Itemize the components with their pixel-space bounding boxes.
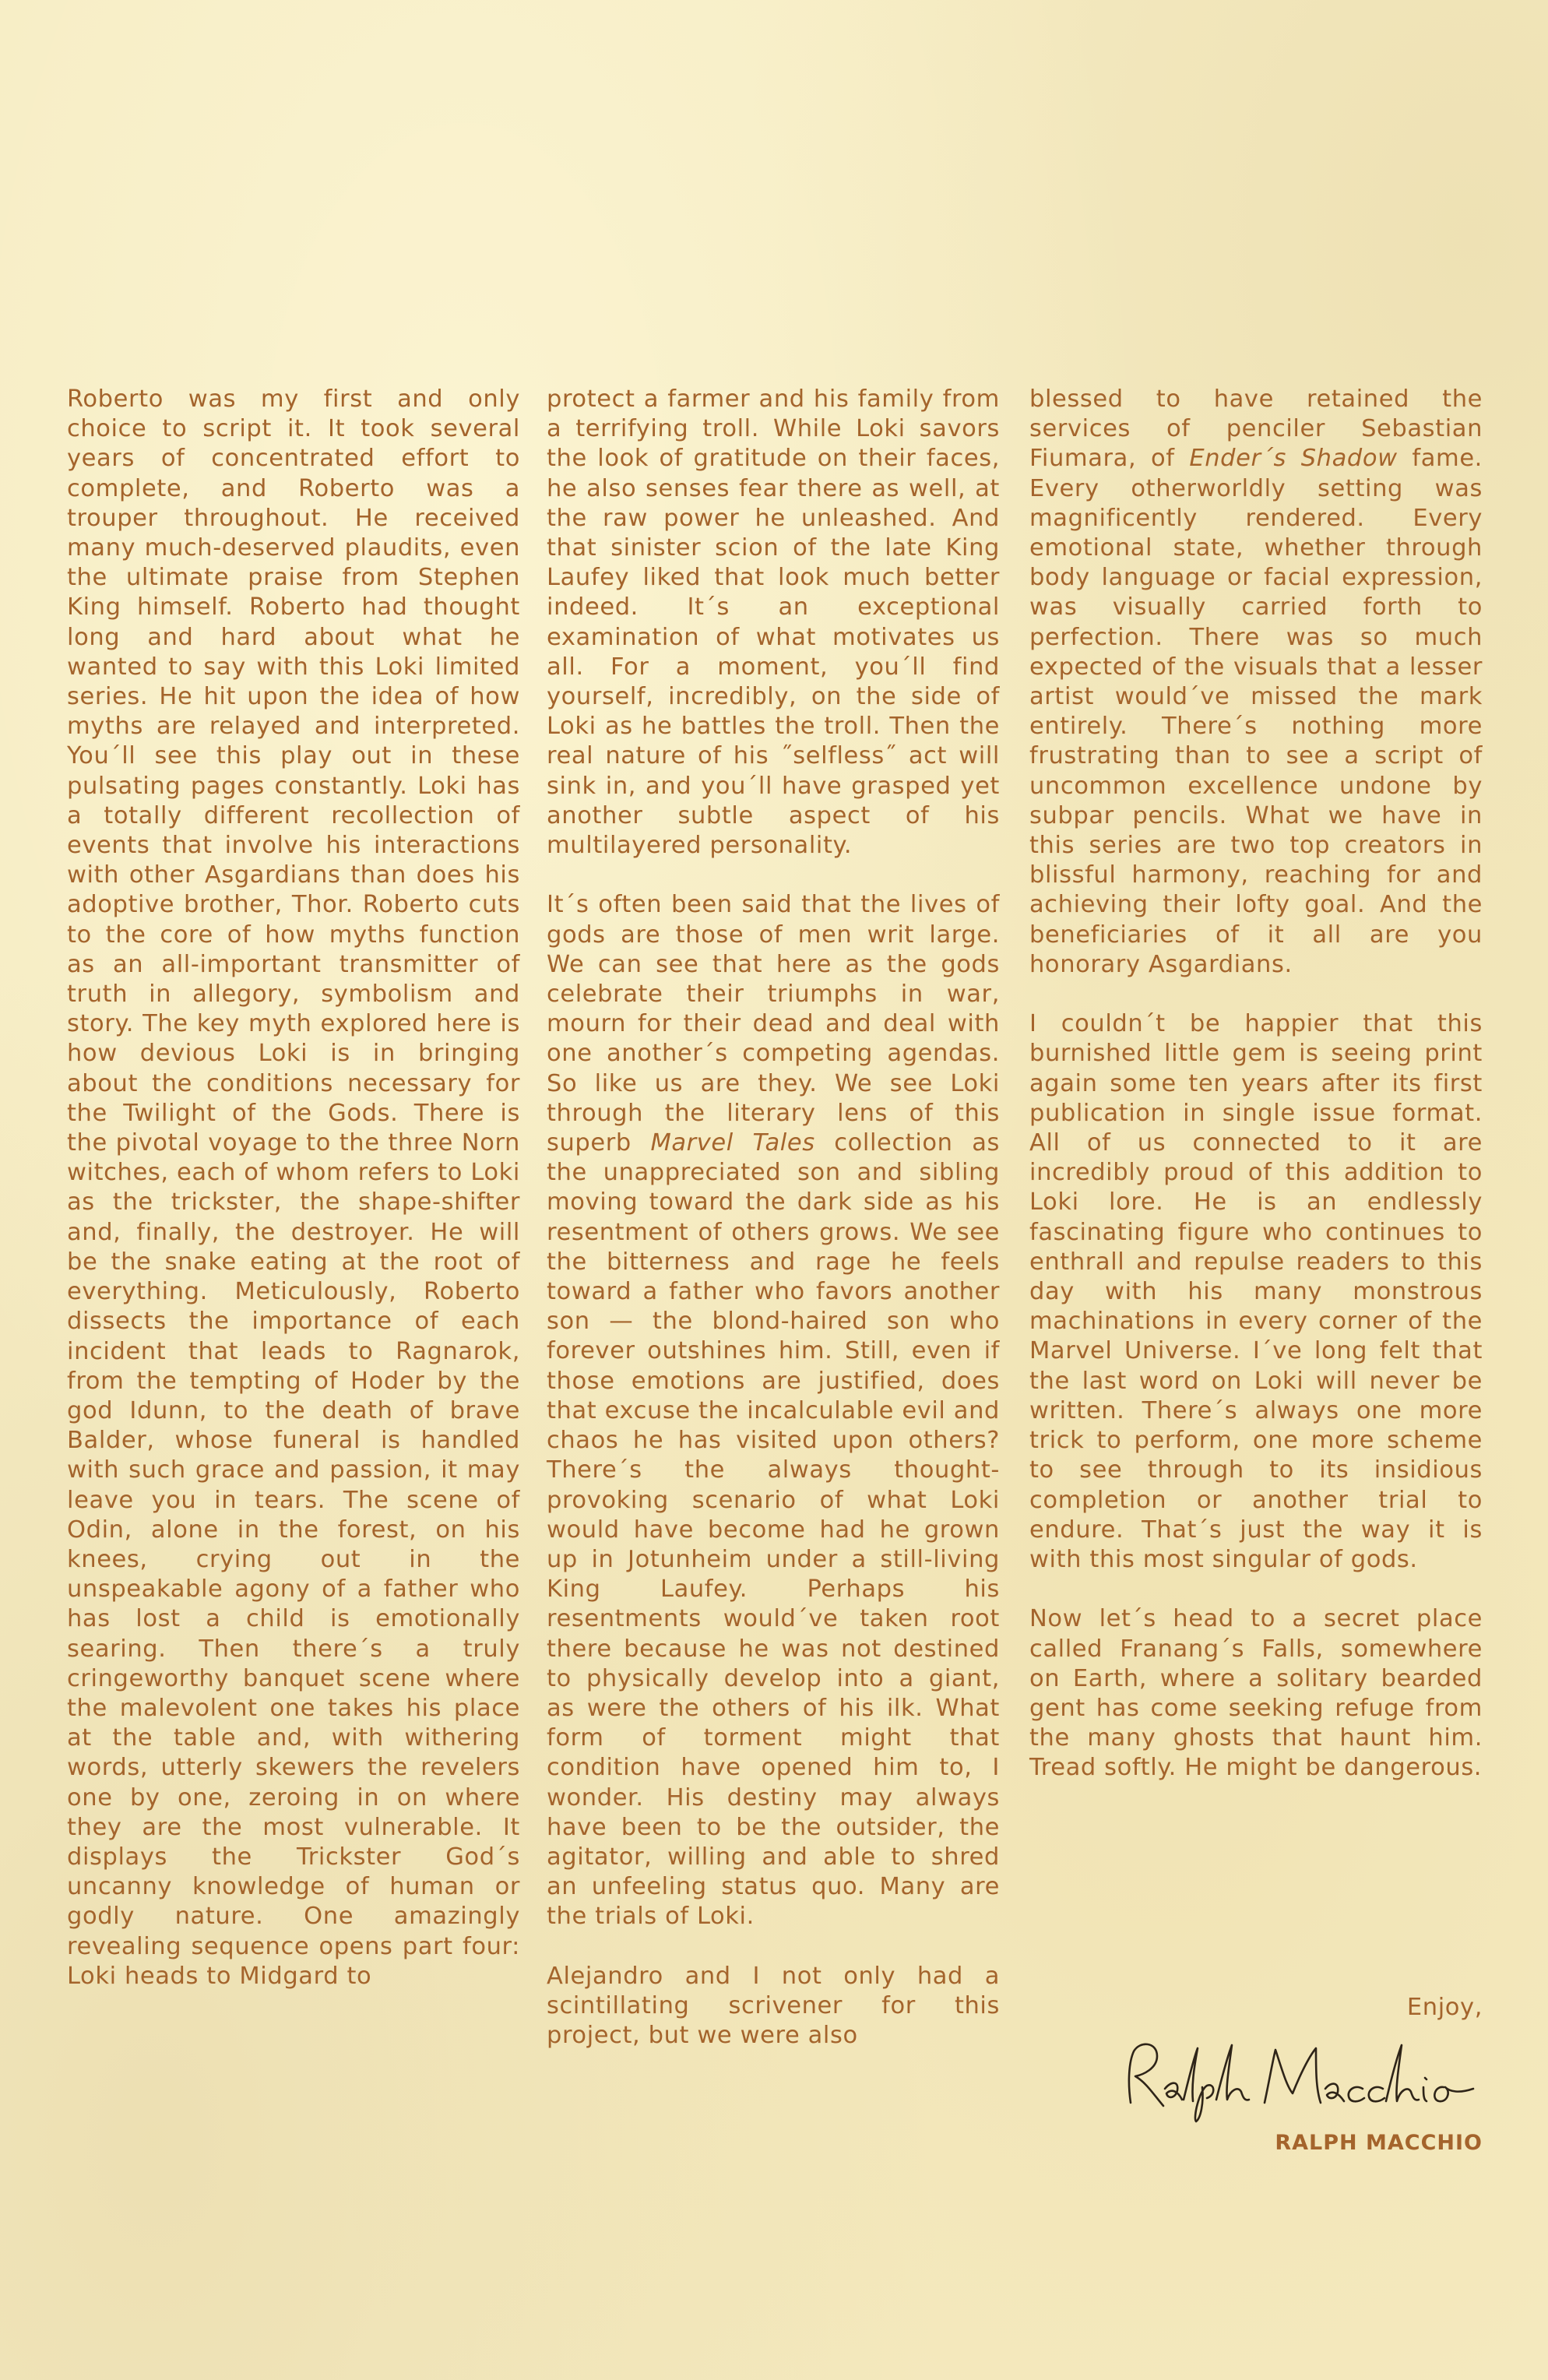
signer-name: RALPH MACCHIO: [1275, 2131, 1483, 2155]
paragraph-text: fame. Every otherworldly setting was magnificently rendered. Every emotional state, whether through body language or facial expression, was visually carried forth to perfection. There was so much expected of the visuals that a lesser artist would´ve missed the mark entirely. There´s nothing more frustrating than to see a script of uncommon excellence undone by subpar pencils. What we have in this series are two top creators in blissful harmony, reaching for and achieving their lofty goal. And the beneficiaries of it all are you honorary Asgardians.: [1029, 445, 1483, 978]
text-column-3: [1029, 385, 1483, 1783]
text-column-2: [547, 385, 1000, 2051]
column-2-paragraph-3: Alejandro and I not only had a scintillating scrivener for this project, but we were also: [547, 1962, 1000, 2050]
book-title-enders-shadow: Ender´s Shadow: [1189, 445, 1398, 473]
column-3-paragraph-1: [1029, 385, 1483, 980]
column-2-paragraph-2: [547, 890, 1000, 1931]
column-3-paragraph-2: I couldn´t be happier that this burnished little gem is seeing print again some ten years after its first publication in single issue format. All of us connected to it are incredibly proud of this addition to Loki lore. He is an endlessly fascinating figure who continues to enthrall and repulse readers to this day with his many monstrous machinations in every corner of the Marvel Universe. I´ve long felt that the last word on Loki will never be written. There´s always one more trick to perform, one more scheme to see through to its insidious completion or another trial to endure. That´s just the way it is with this most singular of gods.: [1029, 1010, 1483, 1573]
handwritten-signature: [1117, 2034, 1483, 2128]
sign-off: [1029, 1994, 1483, 2155]
closing-text: Enjoy,: [1406, 1994, 1483, 2021]
book-title-marvel-tales: Marvel Tales: [650, 1129, 815, 1157]
column-3-paragraph-3: Now let´s head to a secret place called Franang´s Falls, somewhere on Earth, where a solitary bearded gent has come seeking refuge from the many ghosts that haunt him. Tread softly. He might be dangerous.: [1029, 1605, 1483, 1782]
paragraph-text: It´s often been said that the lives of gods are those of men writ large. We can see that here as the gods celebrate their triumphs in war, mourn for their dead and deal with one another´s competing agendas. So like us are they. We see Loki through the literary lens of this superb: [547, 891, 1000, 1157]
text-column-1: [67, 385, 520, 1991]
column-2-paragraph-1: protect a farmer and his family from a terrifying troll. While Loki savors the look of gratitude on their faces, he also senses fear there as well, at the raw power he unleashed. And that sinister scion of the late King Laufey liked that look much better indeed. It´s an exceptional examination of what motivates us all. For a moment, you´ll find yourself, incredibly, on the side of Loki as he battles the troll. Then the real nature of his ˝selfless˝ act will sink in, and you´ll have grasped yet another subtle aspect of his multilayered personality.: [547, 386, 1000, 860]
column-1-paragraph-1: Roberto was my first and only choice to script it. It took several years of concentrated effort to complete, and Roberto was a trouper throughout. He received many much-deserved plaudits, even the ultimate praise from Stephen King himself. Roberto had thought long and hard about what he wanted to say with this Loki limited series. He hit upon the idea of how myths are relayed and interpreted. You´ll see this play out in these pulsating pages constantly. Loki has a totally different recollection of events that involve his interactions with other Asgardians than does his adoptive brother, Thor. Roberto cuts to the core of how myths function as an all-important transmitter of truth in allegory, symbolism and story. The key myth explored here is how devious Loki is in bringing about the conditions necessary for the Twilight of the Gods. There is the pivotal voyage to the three Norn witches, each of whom refers to Loki as the trickster, the shape-shifter and, finally, the destroyer. He will be the snake eating at the root of everything. Meticulously, Roberto dissects the importance of each incident that leads to Ragnarok, from the tempting of Hoder by the god Idunn, to the death of brave Balder, whose funeral is handled with such grace and passion, it may leave you in tears. The scene of Odin, alone in the forest, on his knees, crying out in the unspeakable agony of a father who has lost a child is emotionally searing. Then there´s a truly cringeworthy banquet scene where the malevolent one takes his place at the table and, with withering words, utterly skewers the revelers one by one, zeroing in on where they are the most vulnerable. It displays the Trickster God´s uncanny knowledge of human or godly nature. One amazingly revealing sequence opens part four: Loki heads to Midgard to: [67, 386, 520, 1990]
paragraph-text: collection as the unappreciated son and sibling moving toward the dark side as his resentment of others grows. We see the bitterness and rage he feels toward a father who favors another son — the blond-haired son who forever outshines him. Still, even if those emotions are justified, does that excuse the incalculable evil and chaos he has visited upon others? There´s the always thought-provoking scenario of what Loki would have become had he grown up in Jotunheim under a still-living King Laufey. Perhaps his resentments would´ve taken root there because he was not destined to physically develop into a giant, as were the others of his ilk. What form of torment might that condition have opened him to, I wonder. His destiny may always have been to be the outsider, the agitator, willing and able to shred an unfeeling status quo. Many are the trials of Loki.: [547, 1129, 1000, 1931]
paragraph-text: blessed to have retained the services of penciler Sebastian Fiumara, of: [1029, 386, 1483, 473]
